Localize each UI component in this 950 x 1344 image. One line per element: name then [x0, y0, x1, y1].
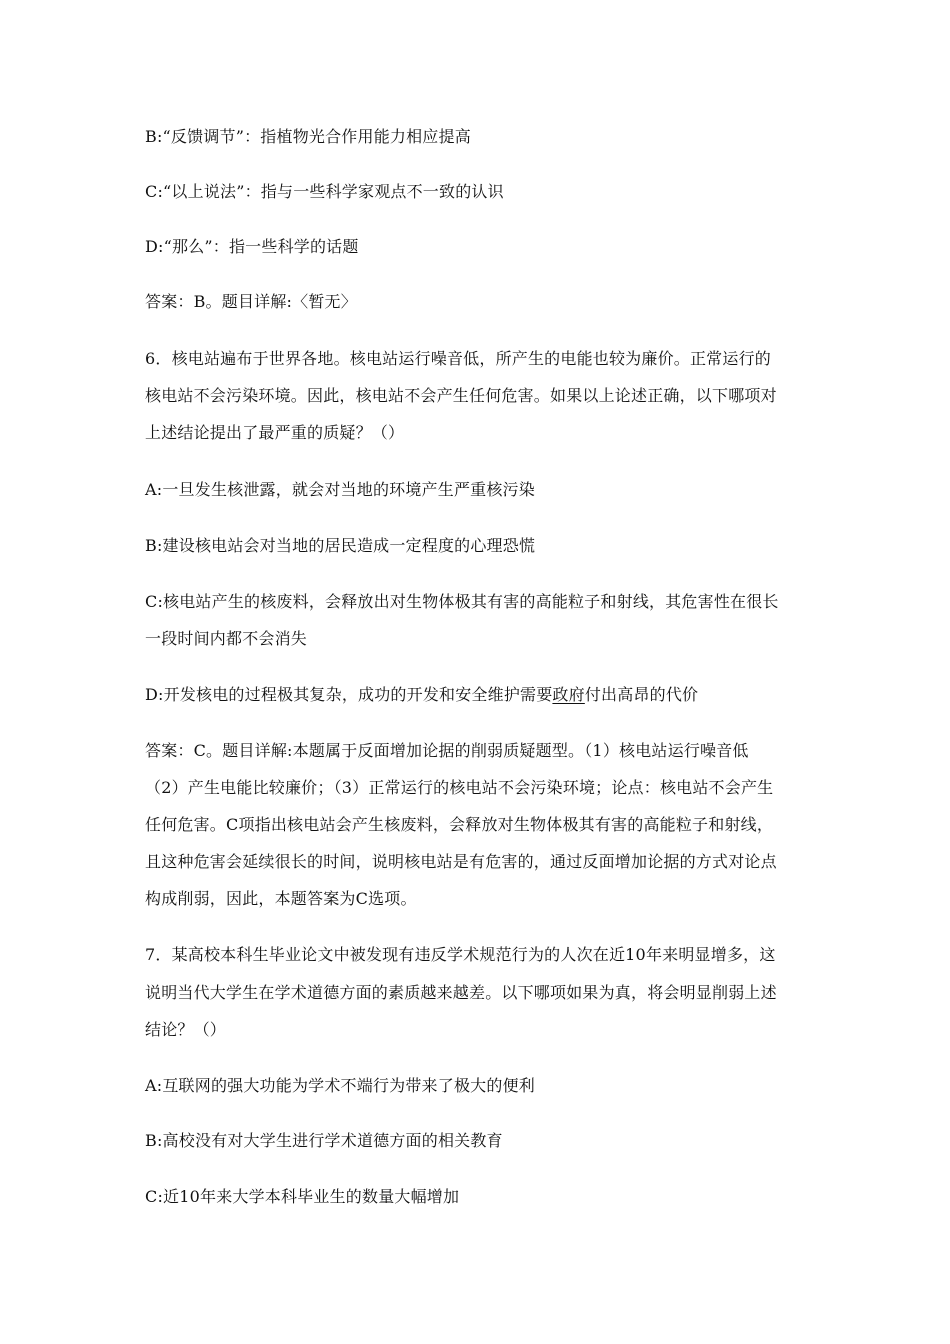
q7-option-c: C:近10年来大学本科毕业生的数量大幅增加 [145, 1187, 460, 1206]
q6-stem-line-1: 6．核电站遍布于世界各地。核电站运行噪音低，所产生的电能也较为廉价。正常运行的 [145, 349, 771, 368]
q6-option-b: B:建设核电站会对当地的居民造成一定程度的心理恐慌 [145, 536, 536, 555]
q7-option-b: B:高校没有对大学生进行学术道德方面的相关教育 [145, 1131, 503, 1150]
q6-answer-line-2: （2）产生电能比较廉价；（3）正常运行的核电站不会污染环境；论点：核电站不会产生 [145, 778, 774, 797]
q6-stem-line-3: 上述结论提出了最严重的质疑？（） [145, 423, 405, 442]
q6-answer-line-4: 且这种危害会延续很长的时间，说明核电站是有危害的，通过反面增加论据的方式对论点 [145, 852, 777, 871]
q5-option-c: C:“以上说法”：指与一些科学家观点不一致的认识 [145, 182, 504, 201]
q6-option-c-line-2: 一段时间内都不会消失 [145, 629, 308, 648]
q6-option-a: A:一旦发生核泄露，就会对当地的环境产生严重核污染 [145, 480, 535, 499]
q6-option-d-text-after: 付出高昂的代价 [584, 685, 699, 704]
q6-stem-line-2: 核电站不会污染环境。因此，核电站不会产生任何危害。如果以上论述正确，以下哪项对 [145, 386, 777, 405]
q6-option-c-line-1: C:核电站产生的核废料，会释放出对生物体极其有害的高能粒子和射线，其危害性在很长 [145, 592, 779, 611]
q5-option-d: D:“那么”：指一些科学的话题 [145, 237, 359, 256]
q6-option-d [145, 684, 815, 706]
q6-answer-line-3: 任何危害。C项指出核电站会产生核废料，会释放对生物体极其有害的高能粒子和射线， [145, 815, 774, 834]
q5-option-b: B:“反馈调节”：指植物光合作用能力相应提高 [145, 127, 471, 146]
q7-stem-line-3: 结论？（） [145, 1020, 227, 1039]
q6-option-d-underlined-term: 政府 [552, 685, 585, 704]
q7-stem-line-2: 说明当代大学生在学术道德方面的素质越来越差。以下哪项如果为真，将会明显削弱上述 [145, 983, 777, 1002]
q7-option-a: A:互联网的强大功能为学术不端行为带来了极大的便利 [145, 1076, 535, 1095]
q5-answer: 答案：B。题目详解:〈暂无〉 [145, 292, 357, 311]
q6-answer-line-1: 答案：C。题目详解:本题属于反面增加论据的削弱质疑题型。（1）核电站运行噪音低 [145, 741, 749, 760]
q7-stem-line-1: 7．某高校本科生毕业论文中被发现有违反学术规范行为的人次在近10年来明显增多，这 [145, 945, 776, 964]
q6-answer-line-5: 构成削弱，因此，本题答案为C选项。 [145, 889, 417, 908]
q6-option-d-text-before: D:开发核电的过程极其复杂，成功的开发和安全维护需要 [145, 685, 553, 704]
